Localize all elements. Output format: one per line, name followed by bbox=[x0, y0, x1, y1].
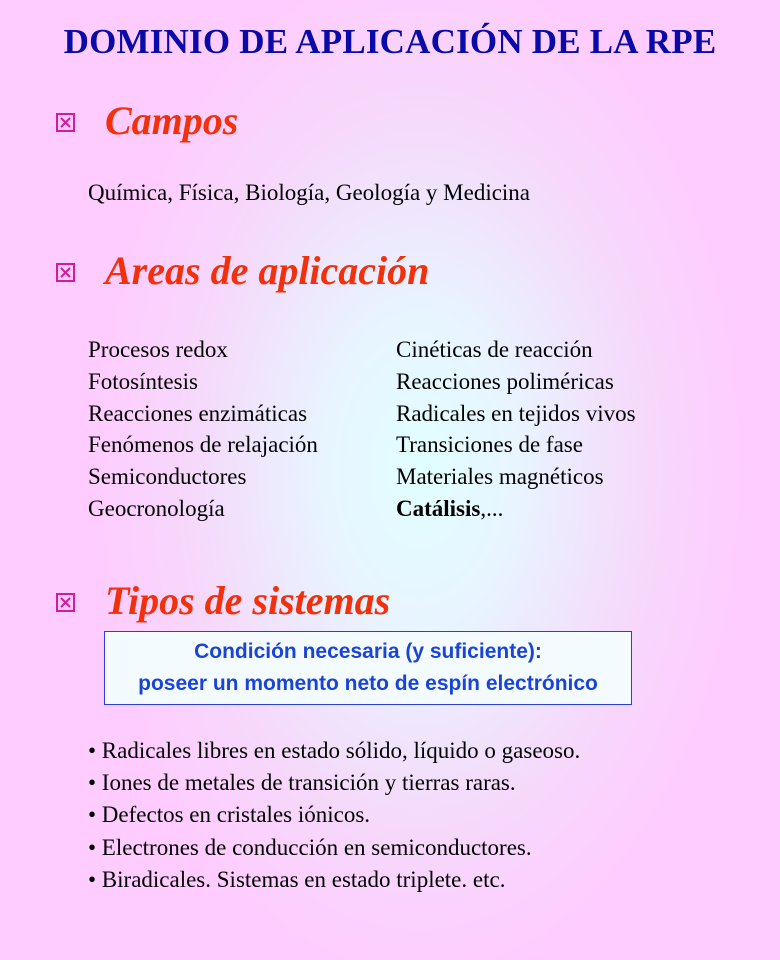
catalisis-bold: Catálisis bbox=[396, 495, 481, 521]
section-heading-areas: Areas de aplicación bbox=[105, 247, 430, 293]
section-heading-campos: Campos bbox=[105, 97, 239, 143]
bullet-item: • Radicales libres en estado sólido, líquido o gaseoso. bbox=[88, 738, 581, 763]
bullet-item: • Biradicales. Sistemas en estado triplete. etc. bbox=[88, 866, 506, 892]
condition-callout bbox=[104, 631, 632, 705]
list-item: Transiciones de fase bbox=[396, 432, 583, 458]
section-header-areas bbox=[56, 248, 429, 292]
list-item: Fenómenos de relajación bbox=[88, 432, 318, 458]
areas-left-column bbox=[88, 334, 396, 525]
catalisis-tail: ,... bbox=[480, 495, 504, 521]
checkbox-x-icon bbox=[56, 113, 75, 132]
list-item: Radicales en tejidos vivos bbox=[396, 400, 636, 426]
bullet-item: • Electrones de conducción en semiconductores. bbox=[88, 834, 532, 860]
callout-line-1: Condición necesaria (y suficiente): bbox=[194, 640, 542, 663]
callout-line-2: poseer un momento neto de espín electrónico bbox=[138, 672, 598, 695]
bullet-item: • Iones de metales de transición y tierras raras. bbox=[88, 770, 516, 796]
list-item: Materiales magnéticos bbox=[396, 464, 604, 490]
list-item: Reacciones poliméricas bbox=[396, 368, 614, 394]
list-item: Cinéticas de reacción bbox=[396, 337, 593, 362]
list-item: Procesos redox bbox=[88, 337, 228, 362]
areas-right-column bbox=[396, 334, 704, 525]
list-item: Semiconductores bbox=[88, 464, 247, 490]
campos-fields-text: Química, Física, Biología, Geología y Medicina bbox=[88, 180, 531, 205]
list-item-catalisis bbox=[396, 493, 704, 525]
bullet-item: • Defectos en cristales iónicos. bbox=[88, 802, 371, 828]
checkbox-x-icon bbox=[56, 263, 75, 282]
checkbox-x-icon bbox=[56, 593, 75, 612]
section-heading-tipos: Tipos de sistemas bbox=[105, 577, 391, 623]
list-item: Reacciones enzimáticas bbox=[88, 400, 308, 426]
list-item: Geocronología bbox=[88, 495, 225, 521]
section-header-tipos bbox=[56, 578, 390, 622]
section-header-campos bbox=[56, 98, 238, 142]
list-item: Fotosíntesis bbox=[88, 368, 198, 394]
areas-columns bbox=[88, 334, 704, 525]
page-title: DOMINIO DE APLICACIÓN DE LA RPE bbox=[63, 22, 717, 61]
systems-bullet-list bbox=[88, 735, 580, 896]
